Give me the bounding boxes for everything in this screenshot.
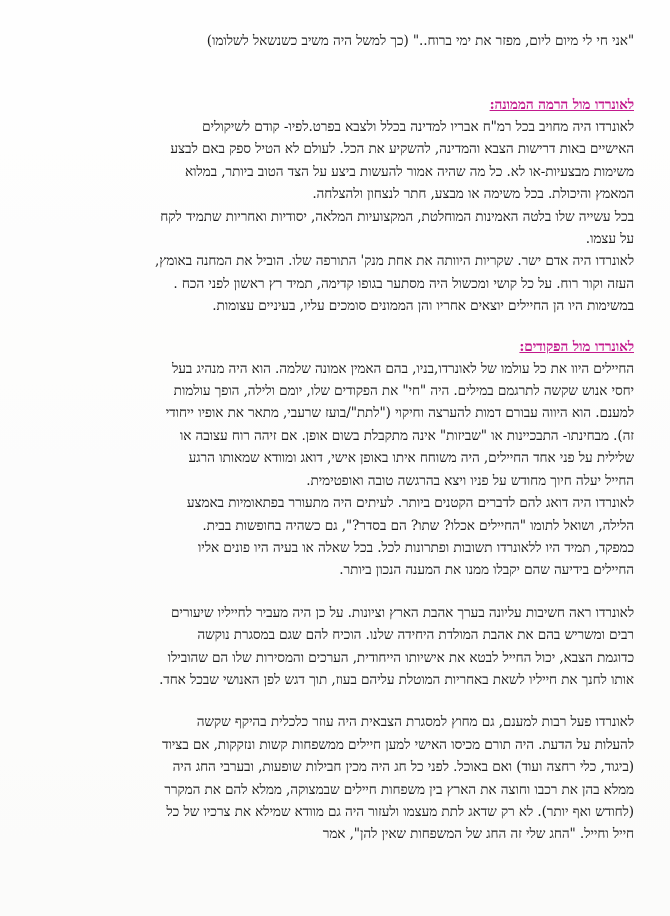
text-line: למענם. הוא היווה עבורם דמות להערצה וחיקוי ("לתת"/בועז שרעבי, מתאר את אופיו ייחודי bbox=[165, 405, 634, 422]
text-line: רבים ומשריש בהם את אהבת המולדת היחידה שלנו. הוכיח להם שגם במסגרת נוקשה bbox=[197, 627, 634, 644]
text-line: החיילים היוו את כל עולמו של לאונרדו,בניו, בהם האמין אמונה שלמה. הוא היה מנהיג בעל bbox=[171, 360, 634, 377]
text-line: הלילה, ושואל לתומו "החיילים אכלו? שתו? הם בסדר?", גם כשהיה בחופשות בבית. bbox=[202, 517, 634, 534]
text-line: (ביגוד, כלי רחצה ועוד) ואם באוכל. לפני כל חג היה מכין חבילות שופעות, ובערבי החג היה bbox=[172, 759, 634, 776]
document-body bbox=[44, 30, 634, 846]
text-line: יחסי אנוש שקשה לתרגמם במילים. היה "חי" את הפקודים שלו, יומם ולילה, הופך עולמות bbox=[173, 383, 634, 400]
text-line: ממלא בהן את רכבו וחוצה את הארץ בין משפחות חיילים שבמצוקה, ממלא להם את המקרר bbox=[164, 781, 634, 798]
text-line: בכל עשייה שלו בלטה האמינות המוחלטת, המקצועיות המלאה, יסודיות ואחריות שתמיד לקח bbox=[160, 208, 634, 225]
text-line: משימות מבצעיות-או לא. כל מה שהיה אמור להעשות ביצע על הצד הטוב ביותר, במלוא bbox=[184, 163, 634, 180]
text-line: כדוגמת הצבא, יכול החייל לבטא את אישיותו הייחודית, הערכים והמסירות שלו הם שהובילו bbox=[167, 649, 634, 666]
text-line: על עצמו. bbox=[585, 231, 634, 248]
text-line: החייל יעלה חיוך מחודש על פניו ויצא בהרגשה טובה ואופטימית. bbox=[306, 472, 634, 489]
text-line: שלילית על פני אחד החיילים, היה משוחח איתו באופן אישי, דואג ומוודא שמאותו הרגע bbox=[188, 450, 634, 467]
section-superiors bbox=[44, 94, 634, 318]
spacer bbox=[44, 691, 634, 711]
text-line: להעלות על הדעת. היה תורם מכיסו האישי למען חיילים ממשפחות קשות ונזקקות, אם בציוד bbox=[161, 736, 634, 753]
text-line: לאונרדו היה דואג להם לדברים הקטנים ביותר. לעיתים היה מתעורר בפתאומיות באמצע bbox=[186, 495, 634, 512]
section-heading-superiors: לאונרדו מול הרמה הממונה: bbox=[489, 97, 634, 113]
section-subordinates-text bbox=[44, 358, 634, 582]
text-line: העזה וקור רוח. על כל קושי ומכשול היה מסתער בגופו קדימה, תמיד רץ ראשון לפני הכח . bbox=[173, 275, 634, 292]
text-line: כמפקד, תמיד היו ללאונרדו תשובות ופתרונות לכל. בכל שאלה או בעיה היו פונים אליו bbox=[197, 539, 634, 556]
section-subordinates bbox=[44, 336, 634, 582]
opening-quote: "אני חי לי מיום ליום, מפזר את ימי ברוח.." (כך למשל היה משיב כשנשאל לשלומו) bbox=[206, 33, 634, 49]
text-line: אותו לחנך את חייליו לשאת באחריות המוטלת עליהם בעוז, תוך דגש לפן האנושי שבכל אחד. bbox=[159, 671, 634, 688]
text-line: החיילים בידיעה שהם יקבלו ממנו את המענה הנכון ביותר. bbox=[339, 562, 634, 579]
text-line: במשימות היו הן החיילים יוצאים אחריו והן הממונים סומכים עליו, בעיניים עצומות. bbox=[212, 298, 634, 315]
text-line: לאונרדו פעל רבות למענם, גם מחוץ למסגרת הצבאית היה עוזר כלכלית בהיקף שקשה bbox=[196, 714, 634, 731]
text-line: המאמץ והיכולת. בכל משימה או מבצע, חתר לנצחון ולהצלחה. bbox=[312, 186, 634, 203]
text-line: (לחודש ואף יותר). לא רק שדאג לתת מעצמו ולעזור היה גם מוודא שמילא את צרכיו של כל bbox=[166, 803, 634, 820]
text-line: חייל וחייל. "החג שלי זה החג של המשפחות שאין להן", אמר bbox=[322, 826, 634, 843]
text-line: לאונרדו ראה חשיבות עליונה בערך אהבת הארץ וציונות. על כן היה מעביר לחייליו שיעורים bbox=[171, 604, 634, 621]
text-line: לאונרדו היה מחויב בכל רמ"ח אבריו למדינה בכלל ולצבא בפרט.לפיו- קודם לשיקולים bbox=[202, 119, 634, 135]
spacer bbox=[44, 318, 634, 336]
text-line: האישיים באות דרישות הצבא והמדינה, להשקיע את הכל. לעולם לא הטיל ספק באם לבצע bbox=[170, 141, 634, 158]
spacer bbox=[44, 52, 634, 94]
paragraph-zionism bbox=[44, 602, 634, 692]
spacer bbox=[44, 582, 634, 602]
section-heading-subordinates: לאונרדו מול הפקודים: bbox=[519, 338, 634, 355]
text-line: זה). מבחינתו- התבכיינות או "שביזות" אינה מתקבלת בשום אופן. אם זיהה רוח עצובה או bbox=[179, 427, 634, 444]
section-superiors-text bbox=[44, 116, 634, 318]
paragraph-assistance bbox=[44, 711, 634, 845]
text-line: לאונרדו היה אדם ישר. שקריות היוותה את אחת מנק' התורפה שלו. הוביל את המחנה באומץ, bbox=[155, 253, 634, 270]
